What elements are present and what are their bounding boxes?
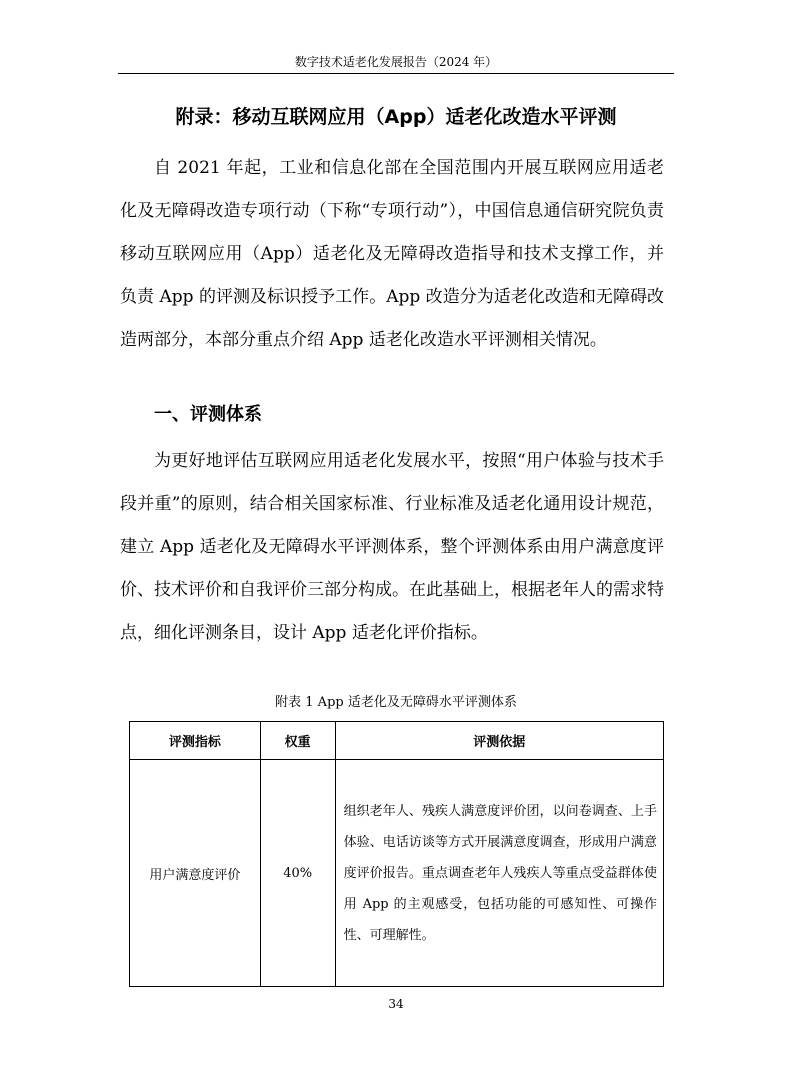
intro-paragraph: 自 2021 年起，工业和信息化部在全国范围内开展互联网应用适老化及无障碍改造专项行动（下称“专项行动”），中国信息通信研究院负责移动互联网应用（App）适老化及无障碍改造指导和技术支撑工作，并负责 App 的评测及标识授予工作。App 改造分为适老化改造和无障碍改造两部分，本部分重点介绍 App 适老化改造水平评测相关情况。 [120,158,664,350]
cell-weight: 40% [260,760,335,987]
table-header-row [130,722,664,760]
appendix-title: 附录：移动互联网应用（App）适老化改造水平评测 [175,106,617,128]
section-heading: 一、评测体系 [154,404,262,425]
table-caption: 附表 1 App 适老化及无障碍水平评测体系 [275,695,517,710]
column-header-basis: 评测依据 [335,722,663,760]
evaluation-table [129,721,664,987]
column-header-weight: 权重 [260,722,335,760]
column-header-indicator: 评测指标 [130,722,261,760]
section-paragraph: 为更好地评估互联网应用适老化发展水平，按照“用户体验与技术手段并重”的原则，结合相关国家标准、行业标准及适老化通用设计规范，建立 App 适老化及无障碍水平评测体系，整个评测体系由用户满意度评价、技术评价和自我评价三部分构成。在此基础上，根据老年人的需求特点，细化评测条目，设计 App 适老化评价指标。 [120,451,664,643]
cell-basis: 组织老年人、残疾人满意度评价团，以问卷调查、上手体验、电话访谈等方式开展满意度调查，形成用户满意度评价报告。重点调查老年人残疾人等重点受益群体使用 App 的主观感受，包括功能的可感知性、可操作性、可理解性。 [335,760,663,987]
cell-indicator: 用户满意度评价 [130,760,261,987]
header-divider [118,73,674,74]
table-row [130,760,664,987]
page-number: 34 [388,997,404,1011]
running-header: 数字技术适老化发展报告（2024 年） [294,55,498,69]
